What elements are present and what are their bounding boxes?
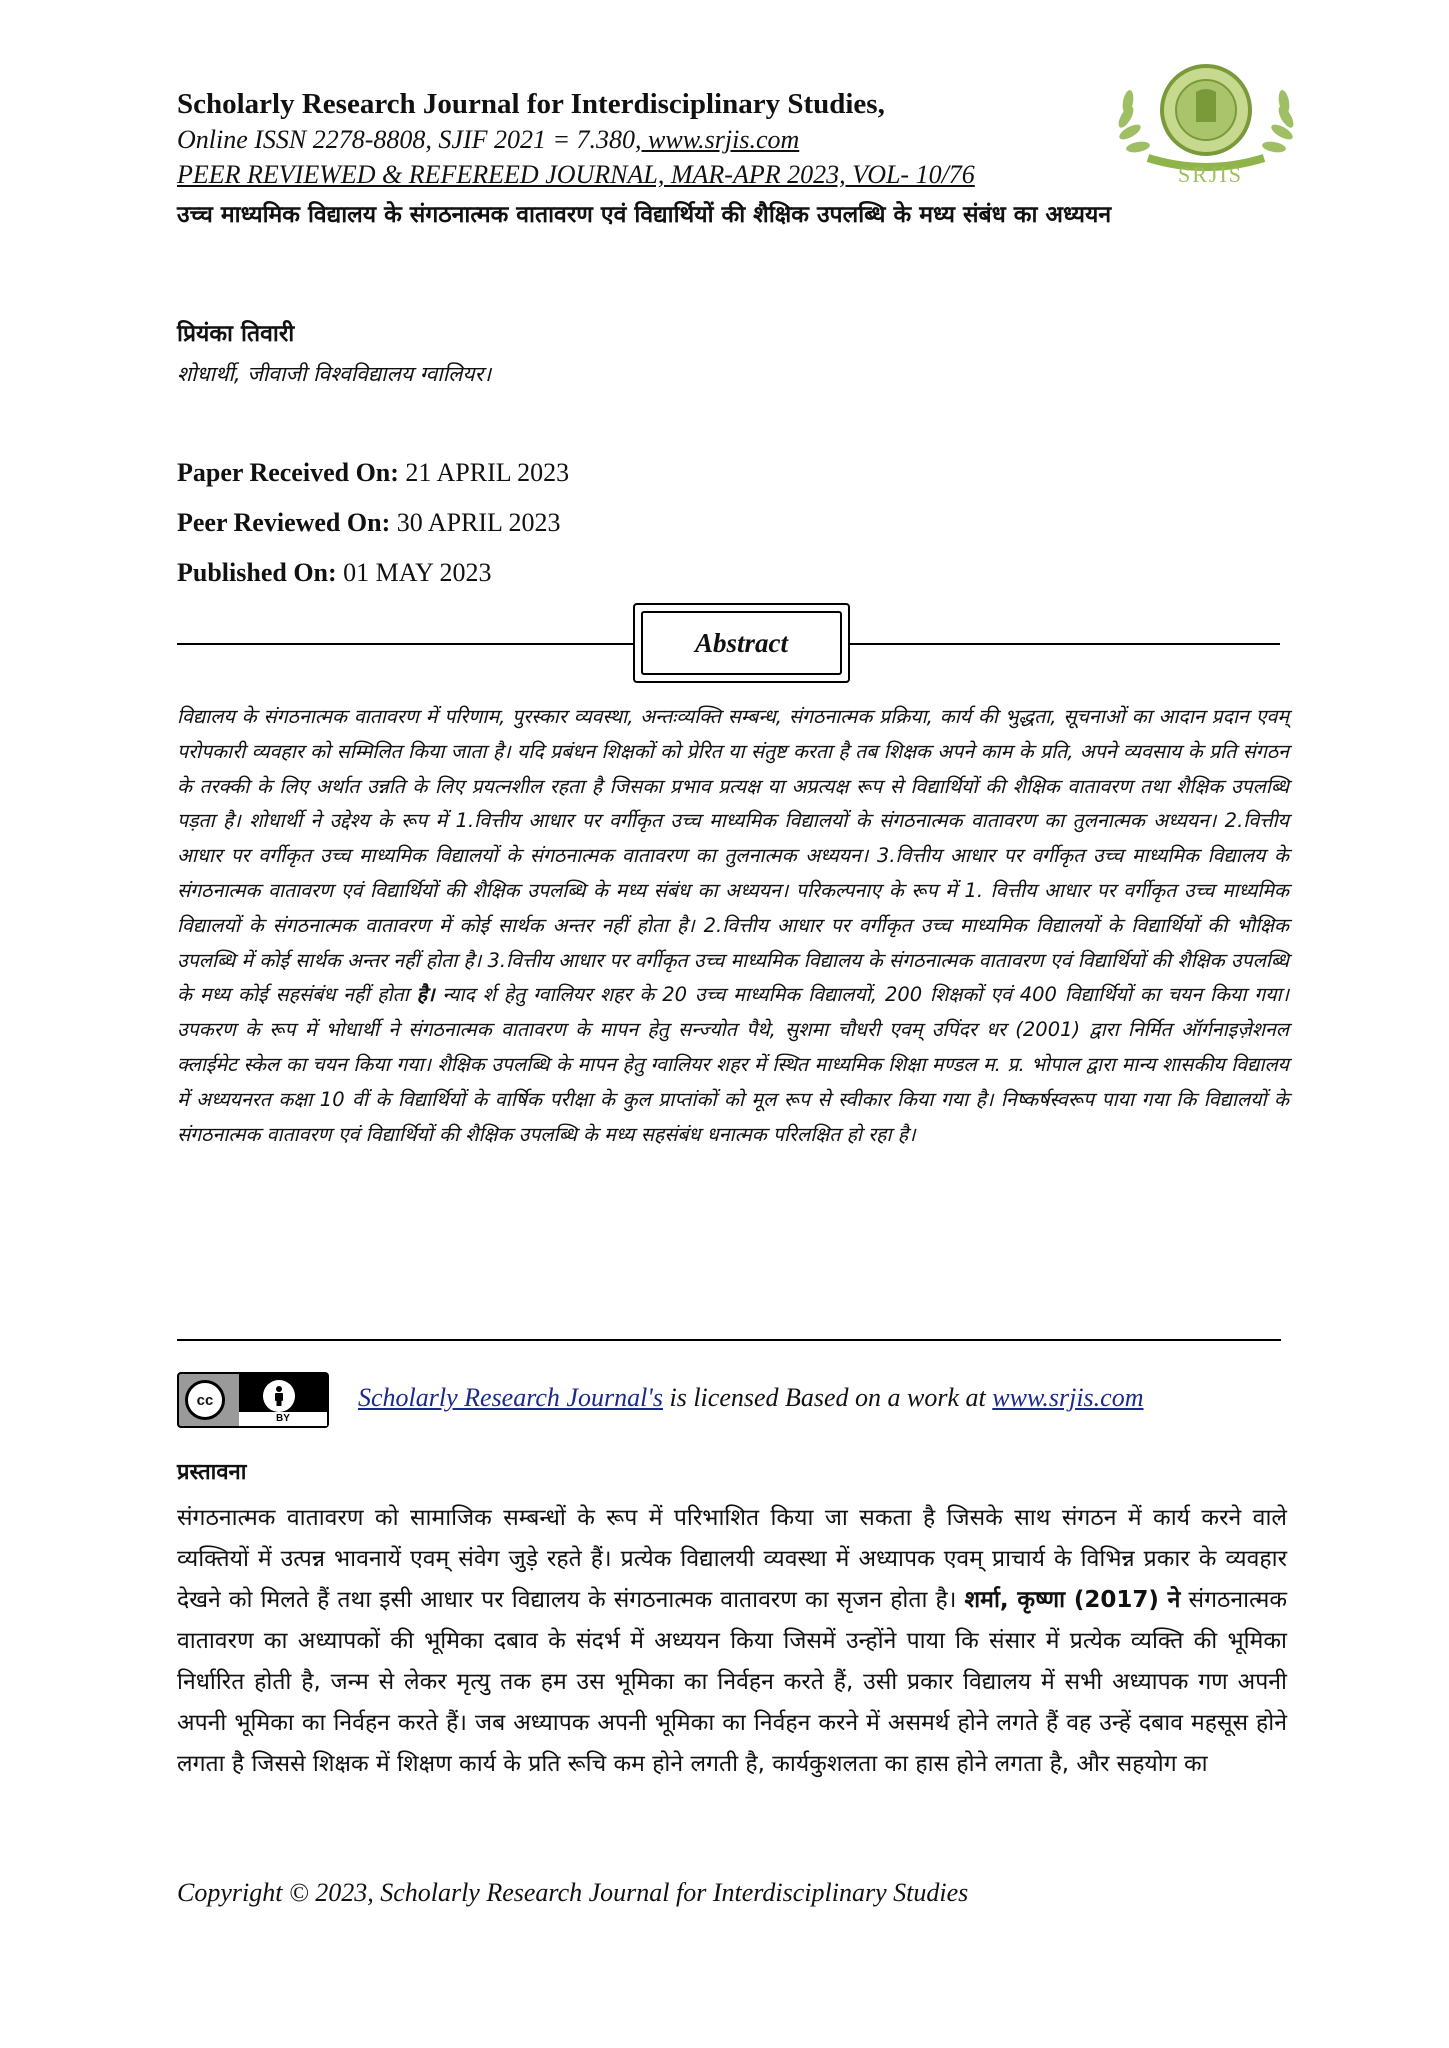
reviewed-date <box>177 498 569 548</box>
copyright-footer: Copyright © 2023, Scholarly Research Journal for Interdisciplinary Studies <box>177 1878 969 1907</box>
journal-issn-line <box>177 125 799 155</box>
author-affiliation: शोधार्थी, जीवाजी विश्वविद्यालय ग्वालियर। <box>177 362 492 386</box>
attribution-person-icon <box>263 1380 295 1412</box>
abstract-heading: Abstract <box>641 611 842 675</box>
paper-dates <box>177 448 569 598</box>
logo-text: SRJIS <box>1178 162 1244 187</box>
published-value: 01 MAY 2023 <box>336 558 492 587</box>
issn-text: Online ISSN 2278-8808, SJIF 2021 = 7.380, <box>177 125 642 154</box>
cc-icon: cc <box>185 1380 225 1420</box>
author-name: प्रियंका तिवारी <box>177 321 295 347</box>
abstract-bottom-divider <box>177 1339 1281 1341</box>
abstract-text <box>177 700 1289 1152</box>
journal-title: Scholarly Research Journal for Interdisciplinary Studies, <box>177 88 885 120</box>
srjis-logo <box>1108 62 1304 190</box>
journal-website-link[interactable]: www.srjis.com <box>641 125 800 154</box>
license-middle-text: is licensed Based on a work at <box>662 1383 993 1412</box>
reviewed-value: 30 APRIL 2023 <box>390 508 561 537</box>
journal-license-link[interactable]: Scholarly Research Journal's <box>358 1383 663 1412</box>
received-date <box>177 448 569 498</box>
abstract-text-part2: न्याद र्श हेतु ग्वालियर शहर के 20 उच्च माध्यमिक विद्यालयों, 200 शिक्षकों एवं 400 विद्यार्थियों का चयन किया गया। उपकरण के रूप में भोधार्थी ने संगठनात्मक वातावरण के मापन हेतु सन्ज्योत पैथे, सुशमा चौधरी एवम् उपिंदर धर (2001) द्वारा निर्मित ऑर्गनाइज़ेशनल क्लाईमेट स्केल का चयन किया गया। शैक्षिक उपलब्धि के मापन हेतु ग्वालियर शहर में स्थित माध्यमिक शिक्षा मण्डल म. प्र. भोपाल द्वारा मान्य शासकीय विद्यालय में अध्ययनरत कक्षा 10 वीं के विद्यार्थियों के वार्षिक परीक्षा के कुल प्राप्तांकों को मूल रूप से स्वीकार किया गया है। निष्कर्षस्वरूप पाया गया कि विद्यालयों के संगठनात्मक वातावरण एवं विद्यार्थियों की शैक्षिक उपलब्धि के मध्य सहसंबंध धनात्मक परिलक्षित हो रहा है। <box>177 983 1290 1146</box>
license-statement <box>358 1383 1144 1413</box>
abstract-text-bold: है। <box>416 983 435 1007</box>
intro-citation: शर्मा, कृष्णा (2017) ने <box>964 1587 1181 1613</box>
abstract-divider-left <box>177 643 633 645</box>
abstract-text-part1: विद्यालय के संगठनात्मक वातावरण में परिणाम, पुरस्कार व्यवस्था, अन्तःव्यक्ति सम्बन्ध, संगठनात्मक प्रक्रिया, कार्य की भुद्धता, सूचनाओं का आदान प्रदान एवम् परोपकारी व्यवहार को सम्मिलित किया जाता है। यदि प्रबंधन शिक्षकों को प्रेरित या संतुष्ट करता है तब शिक्षक अपने काम के प्रति, अपने व्यवसाय के प्रति संगठन के तरक्की के लिए अर्थात उन्नति के लिए प्रयत्नशील रहता है जिसका प्रभाव प्रत्यक्ष या अप्रत्यक्ष रूप से विद्यार्थियों की शैक्षिक वातावरण तथा शैक्षिक उपलब्धि पड़ता है। शोधार्थी ने उद्देश्य के रूप में 1.वित्तीय आधार पर वर्गीकृत उच्च माध्यमिक विद्यालयों के संगठनात्मक वातावरण का तुलनात्मक अध्ययन। 2.वित्तीय आधार पर वर्गीकृत उच्च माध्यमिक विद्यालयों के संगठनात्मक वातावरण का तुलनात्मक अध्ययन। 3.वित्तीय आधार पर वर्गीकृत उच्च माध्यमिक विद्यालय के संगठनात्मक वातावरण एवं विद्यार्थियों की शैक्षिक उपलब्धि के मध्य संबंध का अध्ययन। परिकल्पनाए के रूप में 1. वित्तीय आधार पर वर्गीकृत उच्च माध्यमिक विद्यालयों के संगठनात्मक वातावरण में कोई सार्थक अन्तर नहीं होता है। 2.वित्तीय आधार पर वर्गीकृत उच्च माध्यमिक विद्यालयों के विद्यार्थियों की भौक्षिक उपलब्धि में कोई सार्थक अन्तर नहीं होता है। 3.वित्तीय आधार पर वर्गीकृत उच्च माध्यमिक विद्यालय के संगठनात्मक वातावरण एवं विद्यार्थियों की शैक्षिक उपलब्धि के मध्य कोई सहसंबंध नहीं होता <box>177 705 1289 1007</box>
introduction-heading: प्रस्तावना <box>177 1460 247 1485</box>
published-date <box>177 548 569 598</box>
srjis-site-link[interactable]: www.srjis.com <box>992 1383 1144 1412</box>
peer-review-line: PEER REVIEWED & REFEREED JOURNAL, MAR-APR 2023, VOL- 10/76 <box>177 160 975 189</box>
introduction-text <box>177 1498 1287 1785</box>
reviewed-label: Peer Reviewed On: <box>177 508 391 537</box>
intro-text-part2: संगठनात्मक वातावरण का अध्यापकों की भूमिका दबाव के संदर्भ में अध्ययन किया जिसमें उन्होंने पाया कि संसार में प्रत्येक व्यक्ति की भूमिका निर्धारित होती है, जन्म से लेकर मृत्यु तक हम उस भूमिका का निर्वहन करते हैं, उसी प्रकार विद्यालय में सभी अध्यापक गण अपनी अपनी भूमिका का निर्वहन करते हैं। जब अध्यापक अपनी भूमिका का निर्वहन करने में असमर्थ होने लगते हैं वह उन्हें दबाव महसूस होने लगता है जिससे शिक्षक में शिक्षण कार्य के प्रति रूचि कम होने लगती है, कार्यकुशलता का हास होने लगता है, और सहयोग का <box>177 1587 1288 1777</box>
intro-text-part1: संगठनात्मक वातावरण को सामाजिक सम्बन्धों के रूप में परिभाशित किया जा सकता है जिसके साथ संगठन में कार्य करने वाले व्यक्तियों में उत्पन्न भावनायें एवम् संवेग जुड़े रहते हैं। प्रत्येक विद्यालयी व्यवस्था में अध्यापक एवम् प्राचार्य के विभिन्न प्रकार के व्यवहार देखने को मिलते हैं तथा इसी आधार पर विद्यालय के संगठनात्मक वातावरण का सृजन होता है। <box>177 1505 1287 1613</box>
received-value: 21 APRIL 2023 <box>398 458 570 487</box>
paper-title: उच्च माध्यमिक विद्यालय के संगठनात्मक वातावरण एवं विद्यार्थियों की शैक्षिक उपलब्धि के मध्य संबंध का अध्ययन <box>177 202 1112 228</box>
published-label: Published On: <box>177 558 337 587</box>
abstract-divider-right <box>850 643 1280 645</box>
received-label: Paper Received On: <box>177 458 399 487</box>
by-label: BY <box>239 1412 327 1426</box>
cc-by-license-badge[interactable] <box>177 1372 329 1428</box>
